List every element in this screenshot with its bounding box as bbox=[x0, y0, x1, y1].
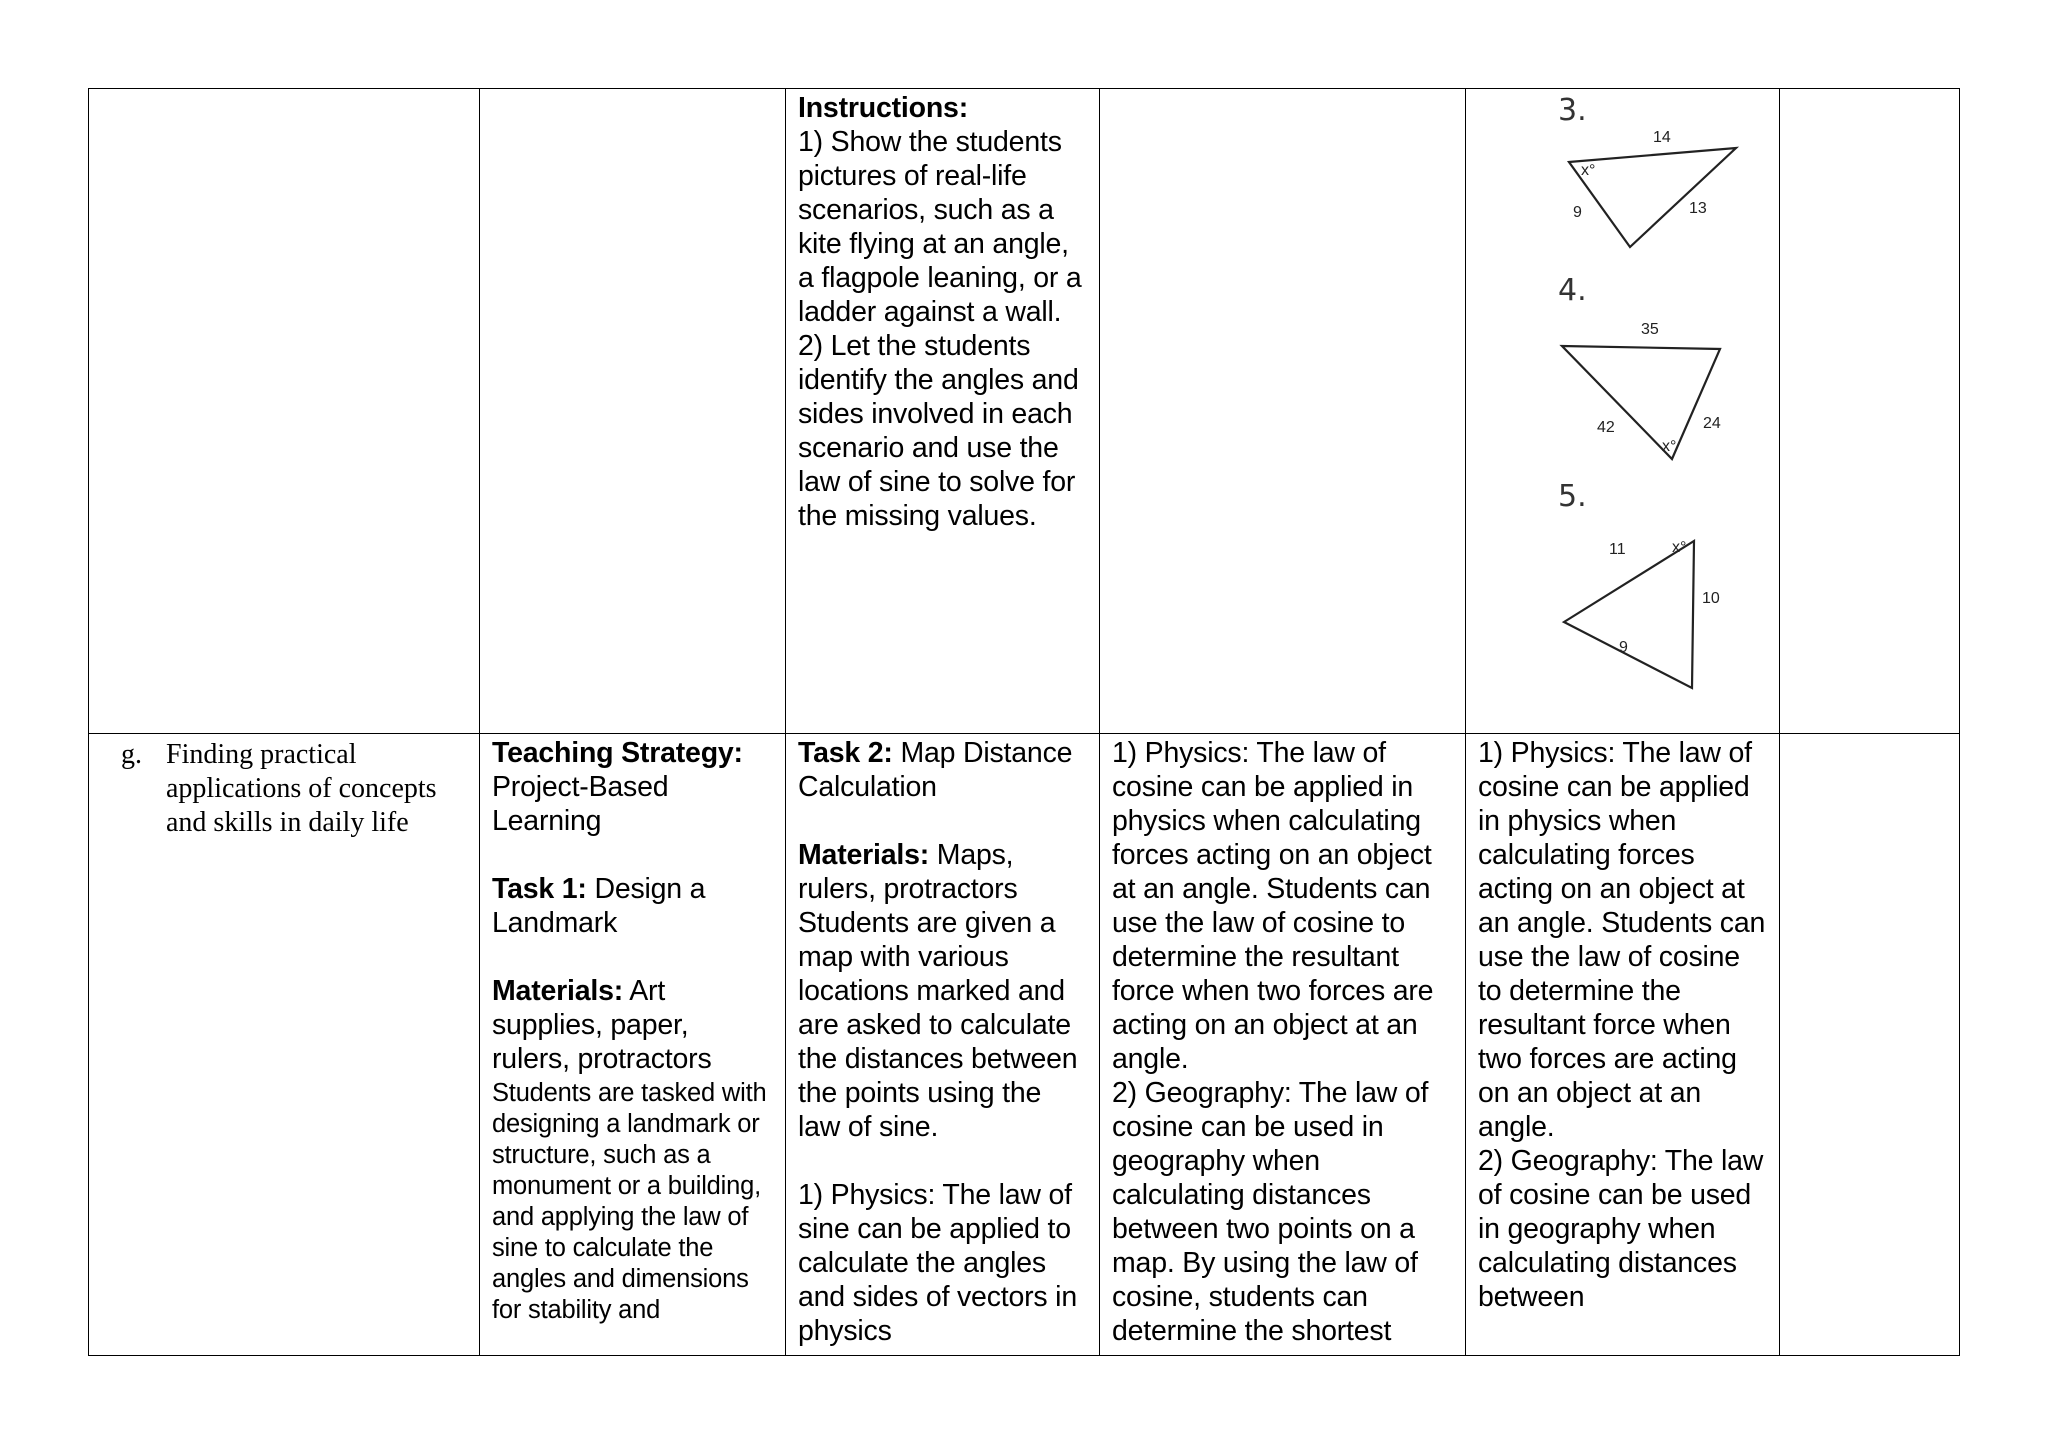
table-row bbox=[89, 89, 1960, 734]
materials-label: Materials: bbox=[798, 839, 930, 871]
materials-value: Art supplies, paper, rulers, protractors bbox=[492, 975, 712, 1075]
side-label: 9 bbox=[1573, 204, 1582, 221]
lesson-plan-table bbox=[88, 88, 1960, 1356]
task2-cell bbox=[786, 734, 1100, 1356]
task-description: Students are given a map with various locations marked and are asked to calculate the distances between the points using the law of sine. bbox=[798, 907, 1078, 1143]
physics-application: 1) Physics: The law of sine can be applied to calculate the angles and sides of vectors in physics bbox=[798, 1179, 1077, 1347]
side-label: 9 bbox=[1619, 639, 1628, 656]
empty-cell bbox=[1780, 89, 1960, 734]
objective-letter: g. bbox=[121, 739, 142, 770]
objective-cell bbox=[89, 734, 480, 1356]
table-row bbox=[89, 734, 1960, 1356]
side-label: 11 bbox=[1609, 541, 1626, 558]
angle-label: x° bbox=[1672, 539, 1687, 556]
strategy-cell bbox=[480, 89, 786, 734]
triangle-figure-4 bbox=[1466, 279, 1780, 479]
triangle-shape bbox=[1562, 346, 1720, 459]
side-label: 35 bbox=[1641, 321, 1659, 338]
applications-cell bbox=[1466, 734, 1780, 1356]
triangle-shape bbox=[1564, 541, 1694, 688]
instructions-cell bbox=[786, 89, 1100, 734]
materials-value: Maps, rulers, protractors bbox=[798, 839, 1018, 905]
physics-application: 1) Physics: The law of cosine can be applied in physics when calculating forces acting on an object at an angle. Students can use the law of cosine to determine the resultant force when two forces are acting on an object at an angle. bbox=[1478, 737, 1766, 1143]
side-label: 14 bbox=[1653, 129, 1671, 146]
objective-text: Finding practical applications of concepts and skills in daily life bbox=[166, 739, 437, 838]
geography-application: 2) Geography: The law of cosine can be used in geography when calculating distances between two points on a map. By using the law of cosine, students can determine the shortest bbox=[1112, 1077, 1429, 1347]
figure-number: 3. bbox=[1558, 93, 1587, 128]
physics-application: 1) Physics: The law of cosine can be applied in physics when calculating forces acting on an object at an angle. Students can use the law of cosine to determine the resultant force when two forces are acting on an object at an angle. bbox=[1112, 737, 1434, 1075]
task-value: Map Distance Calculation bbox=[798, 737, 1073, 803]
materials-label: Materials: bbox=[492, 975, 624, 1007]
task-label: Task 1: bbox=[492, 873, 587, 905]
triangle-figure-5 bbox=[1466, 509, 1780, 739]
side-label: 24 bbox=[1703, 415, 1721, 432]
triangle-figure-3 bbox=[1466, 89, 1780, 289]
angle-label: x° bbox=[1581, 162, 1596, 179]
figure-number: 4. bbox=[1558, 273, 1587, 308]
applications-cell bbox=[1100, 89, 1466, 734]
geography-application: 2) Geography: The law of cosine can be used in geography when calculating distances between bbox=[1478, 1145, 1764, 1313]
figure-number: 5. bbox=[1558, 479, 1587, 514]
side-label: 42 bbox=[1597, 419, 1615, 436]
applications-cell bbox=[1100, 734, 1466, 1356]
side-label: 10 bbox=[1702, 590, 1720, 607]
figures-cell bbox=[1466, 89, 1780, 734]
teaching-strategy-value: Project-Based Learning bbox=[492, 771, 669, 837]
instructions-heading: Instructions: bbox=[798, 92, 968, 124]
task-description: Students are tasked with designing a landmark or structure, such as a monument or a building, and applying the law of sine to calculate the angles and dimensions for stability and bbox=[492, 1079, 767, 1324]
instruction-step: 1) Show the students pictures of real-life scenarios, such as a kite flying at an angle, a flagpole leaning, or a ladder against a wall. bbox=[798, 126, 1082, 328]
objective-cell bbox=[89, 89, 480, 734]
task-label: Task 2: bbox=[798, 737, 893, 769]
empty-cell bbox=[1780, 734, 1960, 1356]
instruction-step: 2) Let the students identify the angles and sides involved in each scenario and use the law of sine to solve for the missing values. bbox=[798, 330, 1079, 532]
strategy-cell bbox=[480, 734, 786, 1356]
side-label: 13 bbox=[1689, 200, 1707, 217]
angle-label: x° bbox=[1662, 438, 1677, 455]
task-value: Design a Landmark bbox=[492, 873, 706, 939]
teaching-strategy-label: Teaching Strategy: bbox=[492, 737, 743, 769]
